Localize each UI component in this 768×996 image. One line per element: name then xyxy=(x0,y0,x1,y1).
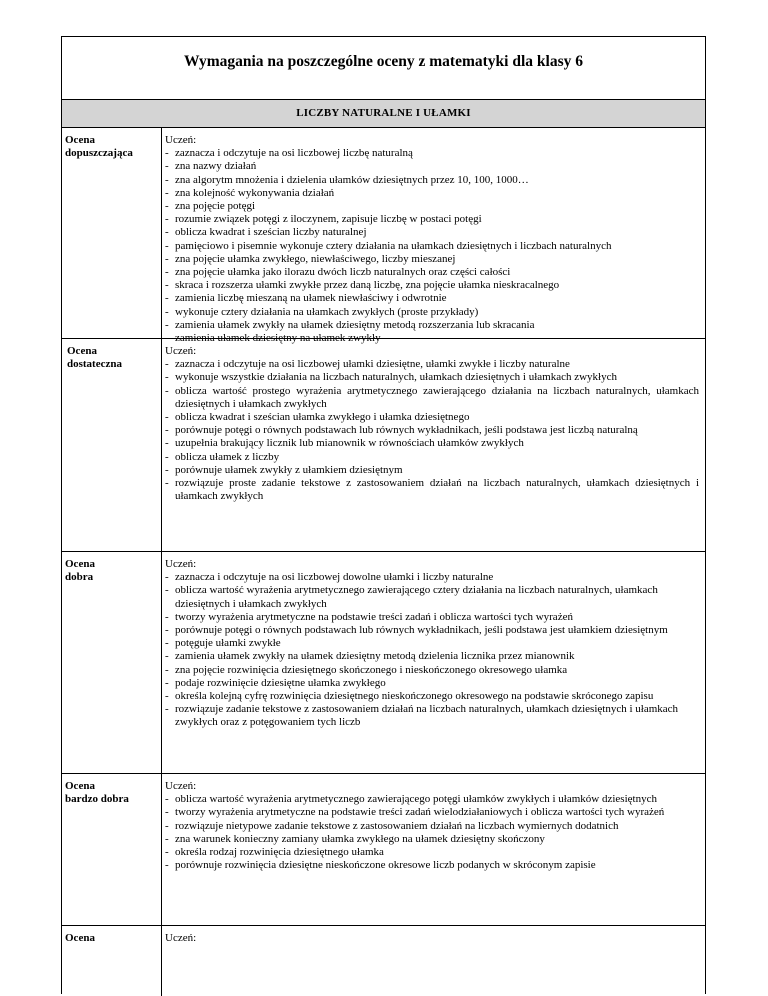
requirement-item: - potęguje ułamki zwykłe xyxy=(165,637,699,650)
lead-text: Uczeń: xyxy=(165,780,197,792)
lead-text: Uczeń: xyxy=(165,345,197,357)
requirement-item: - zna kolejność wykonywania działań xyxy=(165,187,699,200)
requirement-item: - skraca i rozszerza ułamki zwykłe przez daną liczbę, zna pojęcie ułamka nieskracalnego xyxy=(165,279,699,292)
requirement-item: - określa kolejną cyfrę rozwinięcia dziesiętnego nieskończonego okresowego na podstawie skróconego zapisu xyxy=(165,690,699,703)
requirement-item: - rozwiązuje nietypowe zadanie tekstowe z zastosowaniem działań na liczbach wymiernych dodatnich xyxy=(165,820,699,833)
requirement-item: - rozwiązuje proste zadanie tekstowe z zastosowaniem działań na liczbach naturalnych, ułamkach dziesiętnych i ułamkach zwykłych xyxy=(165,477,699,503)
requirement-item: - rozwiązuje zadanie tekstowe z zastosowaniem działań na liczbach naturalnych, ułamkach dziesiętnych i ułamkach zwykłych oraz z potęgowaniem tych liczb xyxy=(165,703,699,729)
requirement-item: - wykonuje wszystkie działania na liczbach naturalnych, ułamkach dziesiętnych i ułamkach zwykłych xyxy=(165,371,699,384)
grade-requirements xyxy=(162,926,705,996)
requirement-item: - rozumie związek potęgi z iloczynem, zapisuje liczbę w postaci potęgi xyxy=(165,213,699,226)
requirement-item: - zaznacza i odczytuje na osi liczbowej dowolne ułamki i liczby naturalne xyxy=(165,571,699,584)
requirement-item: - porównuje potęgi o równych podstawach lub równych wykładnikach, jeśli podstawa jest liczbą naturalną xyxy=(165,424,699,437)
requirements-list xyxy=(165,793,699,872)
grade-requirements xyxy=(162,128,705,345)
requirement-item: - zna pojęcie ułamka jako ilorazu dwóch liczb naturalnych oraz części całości xyxy=(165,266,699,279)
requirement-item: - określa rodzaj rozwinięcia dziesiętnego ułamka xyxy=(165,846,699,859)
requirement-item: - oblicza kwadrat i sześcian ułamka zwykłego i ułamka dziesiętnego xyxy=(165,411,699,424)
grade-requirements xyxy=(162,552,705,773)
requirement-item: - zna nazwy działań xyxy=(165,160,699,173)
requirement-item: - porównuje ułamek zwykły z ułamkiem dziesiętnym xyxy=(165,464,699,477)
requirement-item: - zna pojęcie potęgi xyxy=(165,200,699,213)
requirement-item: - zamienia ułamek dziesiętny na ułamek zwykły xyxy=(165,332,699,345)
requirement-item: - wykonuje cztery działania na ułamkach zwykłych (proste przykłady) xyxy=(165,306,699,319)
grade-label: Ocena dobra xyxy=(62,552,162,773)
section-header: LICZBY NATURALNE I UŁAMKI xyxy=(62,100,705,128)
requirement-item: - tworzy wyrażenia arytmetyczne na podstawie treści zadań i oblicza wartości tych wyrażeń xyxy=(165,611,699,624)
grade-row-dostateczna xyxy=(62,339,705,552)
requirement-item: - zaznacza i odczytuje na osi liczbowej ułamki dziesiętne, ułamki zwykłe i liczby naturalne xyxy=(165,358,699,371)
requirement-item: - zna warunek konieczny zamiany ułamka zwykłego na ułamek dziesiętny skończony xyxy=(165,833,699,846)
grade-label: Ocena dostateczna xyxy=(62,339,162,551)
grade-row-dopuszczajaca xyxy=(62,128,705,345)
requirements-table xyxy=(61,36,706,994)
grade-requirements xyxy=(162,339,705,551)
requirement-item: - pamięciowo i pisemnie wykonuje cztery działania na ułamkach dziesiętnych i liczbach naturalnych xyxy=(165,240,699,253)
requirement-item: - oblicza wartość wyrażenia arytmetycznego zawierającego potęgi ułamków zwykłych i ułamków dziesiętnych xyxy=(165,793,699,806)
lead-text: Uczeń: xyxy=(165,558,197,570)
grade-label: Ocena bardzo dobra xyxy=(62,774,162,925)
requirement-item: - porównuje potęgi o równych podstawach lub równych wykładnikach, jeśli podstawa jest ułamkiem dziesiętnym xyxy=(165,624,699,637)
requirement-item: - zamienia liczbę mieszaną na ułamek niewłaściwy i odwrotnie xyxy=(165,292,699,305)
requirement-item: - uzupełnia brakujący licznik lub mianownik w równościach ułamków zwykłych xyxy=(165,437,699,450)
requirement-item: - oblicza wartość wyrażenia arytmetycznego zawierającego cztery działania na liczbach naturalnych, ułamkach dziesiętnych i ułamkach zwykłych xyxy=(165,584,699,610)
requirement-item: - podaje rozwinięcie dziesiętne ułamka zwykłego xyxy=(165,677,699,690)
requirement-item: - tworzy wyrażenia arytmetyczne na podstawie treści zadań wielodziałaniowych i oblicza wartości tych wyrażeń xyxy=(165,806,699,819)
grade-label: Ocena dopuszczająca xyxy=(62,128,162,338)
grade-row-dobra xyxy=(62,552,705,774)
requirement-item: - oblicza ułamek z liczby xyxy=(165,451,699,464)
grade-row-bardzo-dobra xyxy=(62,774,705,926)
requirement-item: - oblicza kwadrat i sześcian liczby naturalnej xyxy=(165,226,699,239)
requirement-item: - zna pojęcie ułamka zwykłego, niewłaściwego, liczby mieszanej xyxy=(165,253,699,266)
grade-requirements xyxy=(162,774,705,925)
requirement-item: - porównuje rozwinięcia dziesiętne nieskończone okresowe liczb podanych w skróconym zapisie xyxy=(165,859,699,872)
requirement-item: - zamienia ułamek zwykły na ułamek dziesiętny metodą rozszerzania lub skracania xyxy=(165,319,699,332)
requirement-item: - zna pojęcie rozwinięcia dziesiętnego skończonego i nieskończonego okresowego ułamka xyxy=(165,664,699,677)
lead-text: Uczeń: xyxy=(165,134,197,146)
requirements-list xyxy=(165,358,699,503)
requirement-item: - zna algorytm mnożenia i dzielenia ułamków dziesiętnych przez 10, 100, 1000… xyxy=(165,174,699,187)
requirement-item: - zamienia ułamek zwykły na ułamek dziesiętny metodą dzielenia licznika przez mianownik xyxy=(165,650,699,663)
requirement-item: - oblicza wartość prostego wyrażenia arytmetycznego zawierającego działania na liczbach naturalnych, ułamkach dziesiętnych i ułamkach zwykłych xyxy=(165,385,699,411)
requirements-list xyxy=(165,571,699,729)
grade-label: Ocena xyxy=(62,926,162,996)
requirement-item: - zaznacza i odczytuje na osi liczbowej liczbę naturalną xyxy=(165,147,699,160)
grade-row-celujaca xyxy=(62,926,705,996)
page-title: Wymagania na poszczególne oceny z matematyki dla klasy 6 xyxy=(62,37,705,100)
lead-text: Uczeń: xyxy=(165,932,197,944)
requirements-list xyxy=(165,147,699,345)
